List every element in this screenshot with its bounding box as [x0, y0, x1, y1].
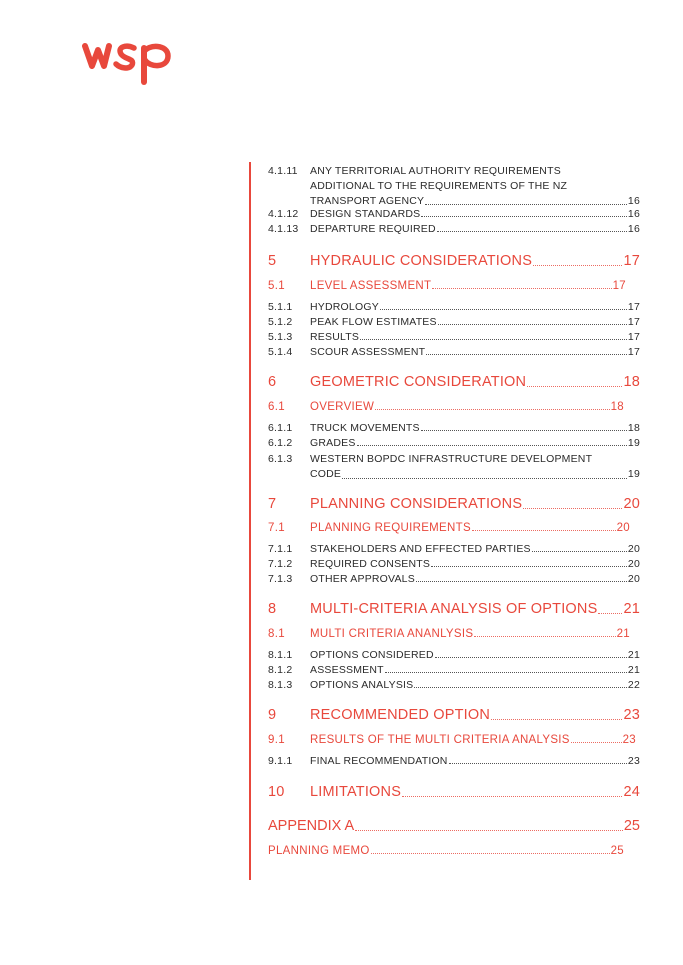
toc-entry-title: PEAK FLOW ESTIMATES [310, 316, 437, 328]
toc-entry-page: 21 [627, 649, 640, 661]
toc-entry-number: 4.1.11 [268, 165, 298, 177]
dot-leader [472, 529, 616, 531]
dot-leader [380, 308, 627, 310]
dot-leader [571, 741, 622, 743]
toc-entry-page: 18 [623, 374, 640, 390]
toc-entry-number: 8.1.1 [268, 649, 293, 661]
toc-entry-4-1-13[interactable] [268, 223, 640, 235]
dot-leader [425, 204, 627, 205]
toc-entry-number: 6.1.3 [268, 453, 293, 465]
toc-entry-title: SCOUR ASSESSMENT [310, 346, 426, 358]
toc-entry-title: REQUIRED CONSENTS [310, 558, 431, 570]
dot-leader [527, 385, 622, 387]
toc-entry-page: 19 [627, 437, 640, 449]
toc-entry-number: 5 [268, 253, 277, 269]
toc-entry-title: OPTIONS ANALYSIS [310, 679, 414, 691]
dot-leader [435, 656, 627, 658]
toc-entry-title: PLANNING REQUIREMENTS [310, 522, 471, 534]
toc-entry-page: 20 [627, 558, 640, 570]
dot-leader [402, 795, 622, 797]
dot-leader [416, 580, 627, 582]
toc-section-5-1[interactable] [268, 280, 626, 292]
toc-entry-number: 8.1.2 [268, 664, 293, 676]
toc-entry-page: 20 [627, 573, 640, 585]
dot-leader [432, 287, 611, 289]
toc-entry-title: OPTIONS CONSIDERED [310, 649, 434, 661]
toc-entry-number: 10 [268, 784, 285, 800]
toc-entry-5-1-2[interactable] [268, 316, 640, 328]
toc-chapter-5[interactable] [268, 253, 640, 269]
toc-entry-number: 6.1.2 [268, 437, 293, 449]
toc-entry-page: 21 [623, 601, 640, 617]
toc-chapter-6[interactable] [268, 374, 640, 390]
dot-leader [355, 829, 623, 831]
toc-entry-page: 24 [623, 784, 640, 800]
toc-entry-number: 6.1 [268, 401, 285, 413]
toc-entry-title: HYDROLOGY [310, 301, 379, 313]
toc-entry-number: 5.1.1 [268, 301, 293, 313]
dot-leader [375, 408, 609, 410]
toc-entry-title: MULTI CRITERIA ANANLYSIS [310, 628, 474, 640]
toc-entry-page: 17 [627, 316, 640, 328]
toc-entry-title: RESULTS OF THE MULTI CRITERIA ANALYSIS [310, 734, 570, 746]
toc-chapter-10[interactable] [268, 784, 640, 800]
toc-entry-page: 16 [627, 208, 640, 220]
dot-leader [342, 478, 627, 479]
toc-entry-page: 17 [612, 280, 626, 292]
toc-entry-title: GEOMETRIC CONSIDERATION [310, 374, 527, 390]
toc-entry-5-1-4[interactable] [268, 346, 640, 358]
dot-leader [426, 353, 627, 355]
toc-appendix-planning-memo[interactable] [268, 845, 624, 857]
toc-entry-title: ASSESSMENT [310, 664, 384, 676]
toc-entry-title-line: CODE [310, 467, 342, 480]
toc-entry-page: 20 [623, 496, 640, 512]
toc-entry-number: 9.1.1 [268, 755, 293, 767]
toc-entry-number: 8.1.3 [268, 679, 293, 691]
dot-leader [421, 215, 627, 217]
toc-entry-number: 7.1 [268, 522, 285, 534]
toc-entry-number: 7.1.2 [268, 558, 293, 570]
toc-entry-page: 25 [610, 845, 624, 857]
dot-leader [360, 338, 627, 340]
toc-entry-number: 6.1.1 [268, 422, 293, 434]
toc-entry-page: 23 [627, 755, 640, 767]
dot-leader [449, 762, 627, 764]
dot-leader [598, 612, 622, 614]
toc-entry-title: LIMITATIONS [310, 784, 402, 800]
toc-entry-page: 17 [627, 346, 640, 358]
toc-entry-6-1-1[interactable] [268, 422, 640, 434]
dot-leader [421, 429, 627, 431]
toc-chapter-8[interactable] [268, 601, 640, 617]
toc-entry-title-line: ADDITIONAL TO THE REQUIREMENTS OF THE NZ [310, 179, 568, 192]
toc-entry-number: 6 [268, 374, 277, 390]
toc-entry-page: 23 [623, 707, 640, 723]
toc-entry-number: 5.1 [268, 280, 285, 292]
toc-entry-title: MULTI-CRITERIA ANALYSIS OF OPTIONS [310, 601, 598, 617]
toc-entry-title: APPENDIX A [268, 818, 355, 834]
toc-entry-title: RESULTS [310, 331, 360, 343]
toc-entry-4-1-11[interactable] [268, 164, 640, 208]
toc-section-7-1[interactable] [268, 522, 630, 534]
toc-entry-number: 4.1.12 [268, 208, 299, 220]
toc-entry-title: LEVEL ASSESSMENT [310, 280, 432, 292]
toc-entry-number: 9 [268, 707, 277, 723]
wsp-logo [82, 38, 174, 86]
toc-entry-title: HYDRAULIC CONSIDERATIONS [310, 253, 533, 269]
toc-entry-7-1-2[interactable] [268, 558, 640, 570]
dot-leader [474, 635, 615, 637]
toc-entry-title: PLANNING MEMO [268, 845, 370, 857]
toc-entry-page: 19 [627, 467, 640, 480]
dot-leader [533, 264, 622, 266]
toc-entry-page: 22 [627, 679, 640, 691]
toc-entry-6-1-3[interactable] [268, 452, 640, 482]
toc-accent-rule [249, 162, 251, 880]
toc-section-8-1[interactable] [268, 628, 630, 640]
toc-entry-title: OTHER APPROVALS [310, 573, 415, 585]
toc-entry-page: 18 [610, 401, 624, 413]
toc-entry-title: DESIGN STANDARDS [310, 208, 421, 220]
toc-entry-number: 8.1 [268, 628, 285, 640]
dot-leader [532, 550, 627, 552]
toc-entry-title: GRADES [310, 437, 356, 449]
toc-entry-title-line: ANY TERRITORIAL AUTHORITY REQUIREMENTS [310, 165, 561, 177]
toc-section-6-1[interactable] [268, 401, 624, 413]
toc-entry-title: FINAL RECOMMENDATION [310, 755, 448, 767]
toc-entry-page: 17 [627, 301, 640, 313]
toc-entry-page: 17 [623, 253, 640, 269]
toc-entry-title: OVERVIEW [310, 401, 375, 413]
dot-leader [357, 444, 627, 446]
toc-entry-page: 17 [627, 331, 640, 343]
toc-entry-page: 21 [627, 664, 640, 676]
dot-leader [431, 565, 627, 567]
toc-entry-number: 7.1.3 [268, 573, 293, 585]
toc-entry-page: 23 [622, 734, 636, 746]
toc-entry-page: 16 [627, 194, 640, 207]
toc-entry-number: 5.1.2 [268, 316, 293, 328]
toc-appendix-a[interactable] [268, 818, 640, 834]
dot-leader [523, 507, 622, 509]
dot-leader [438, 323, 627, 325]
toc-entry-4-1-12[interactable] [268, 208, 640, 220]
toc-entry-8-1-2[interactable] [268, 664, 640, 676]
toc-entry-page: 20 [627, 543, 640, 555]
toc-entry-number: 7 [268, 496, 277, 512]
dot-leader [414, 686, 627, 688]
toc-chapter-7[interactable] [268, 496, 640, 512]
toc-entry-7-1-3[interactable] [268, 573, 640, 585]
toc-entry-page: 16 [627, 223, 640, 235]
toc-entry-number: 8 [268, 601, 277, 617]
dot-leader [371, 852, 610, 854]
toc-entry-number: 5.1.4 [268, 346, 293, 358]
toc-entry-number: 7.1.1 [268, 543, 293, 555]
toc-entry-title: TRUCK MOVEMENTS [310, 422, 420, 434]
toc-entry-number: 4.1.13 [268, 223, 299, 235]
toc-entry-title-line: WESTERN BOPDC INFRASTRUCTURE DEVELOPMENT [310, 453, 593, 465]
toc-entry-title: PLANNING CONSIDERATIONS [310, 496, 523, 512]
toc-entry-6-1-2[interactable] [268, 437, 640, 449]
toc-entry-page: 20 [616, 522, 630, 534]
toc-entry-page: 18 [627, 422, 640, 434]
toc-entry-page: 25 [623, 818, 640, 834]
toc-entry-8-1-1[interactable] [268, 649, 640, 661]
toc-entry-9-1-1[interactable] [268, 755, 640, 767]
dot-leader [385, 671, 627, 673]
toc-section-9-1[interactable] [268, 734, 636, 746]
toc-entry-number: 9.1 [268, 734, 285, 746]
toc-entry-page: 21 [616, 628, 630, 640]
toc-entry-8-1-3[interactable] [268, 679, 640, 691]
toc-entry-title: STAKEHOLDERS AND EFFECTED PARTIES [310, 543, 531, 555]
toc-entry-5-1-1[interactable] [268, 301, 640, 313]
toc-entry-title: RECOMMENDED OPTION [310, 707, 491, 723]
dot-leader [491, 718, 622, 720]
toc-entry-number: 5.1.3 [268, 331, 293, 343]
toc-entry-title: DEPARTURE REQUIRED [310, 223, 436, 235]
toc-entry-title-line: TRANSPORT AGENCY [310, 194, 425, 207]
toc-entry-7-1-1[interactable] [268, 543, 640, 555]
toc-entry-5-1-3[interactable] [268, 331, 640, 343]
wsp-logo-icon [82, 38, 174, 86]
dot-leader [437, 230, 627, 232]
toc-chapter-9[interactable] [268, 707, 640, 723]
